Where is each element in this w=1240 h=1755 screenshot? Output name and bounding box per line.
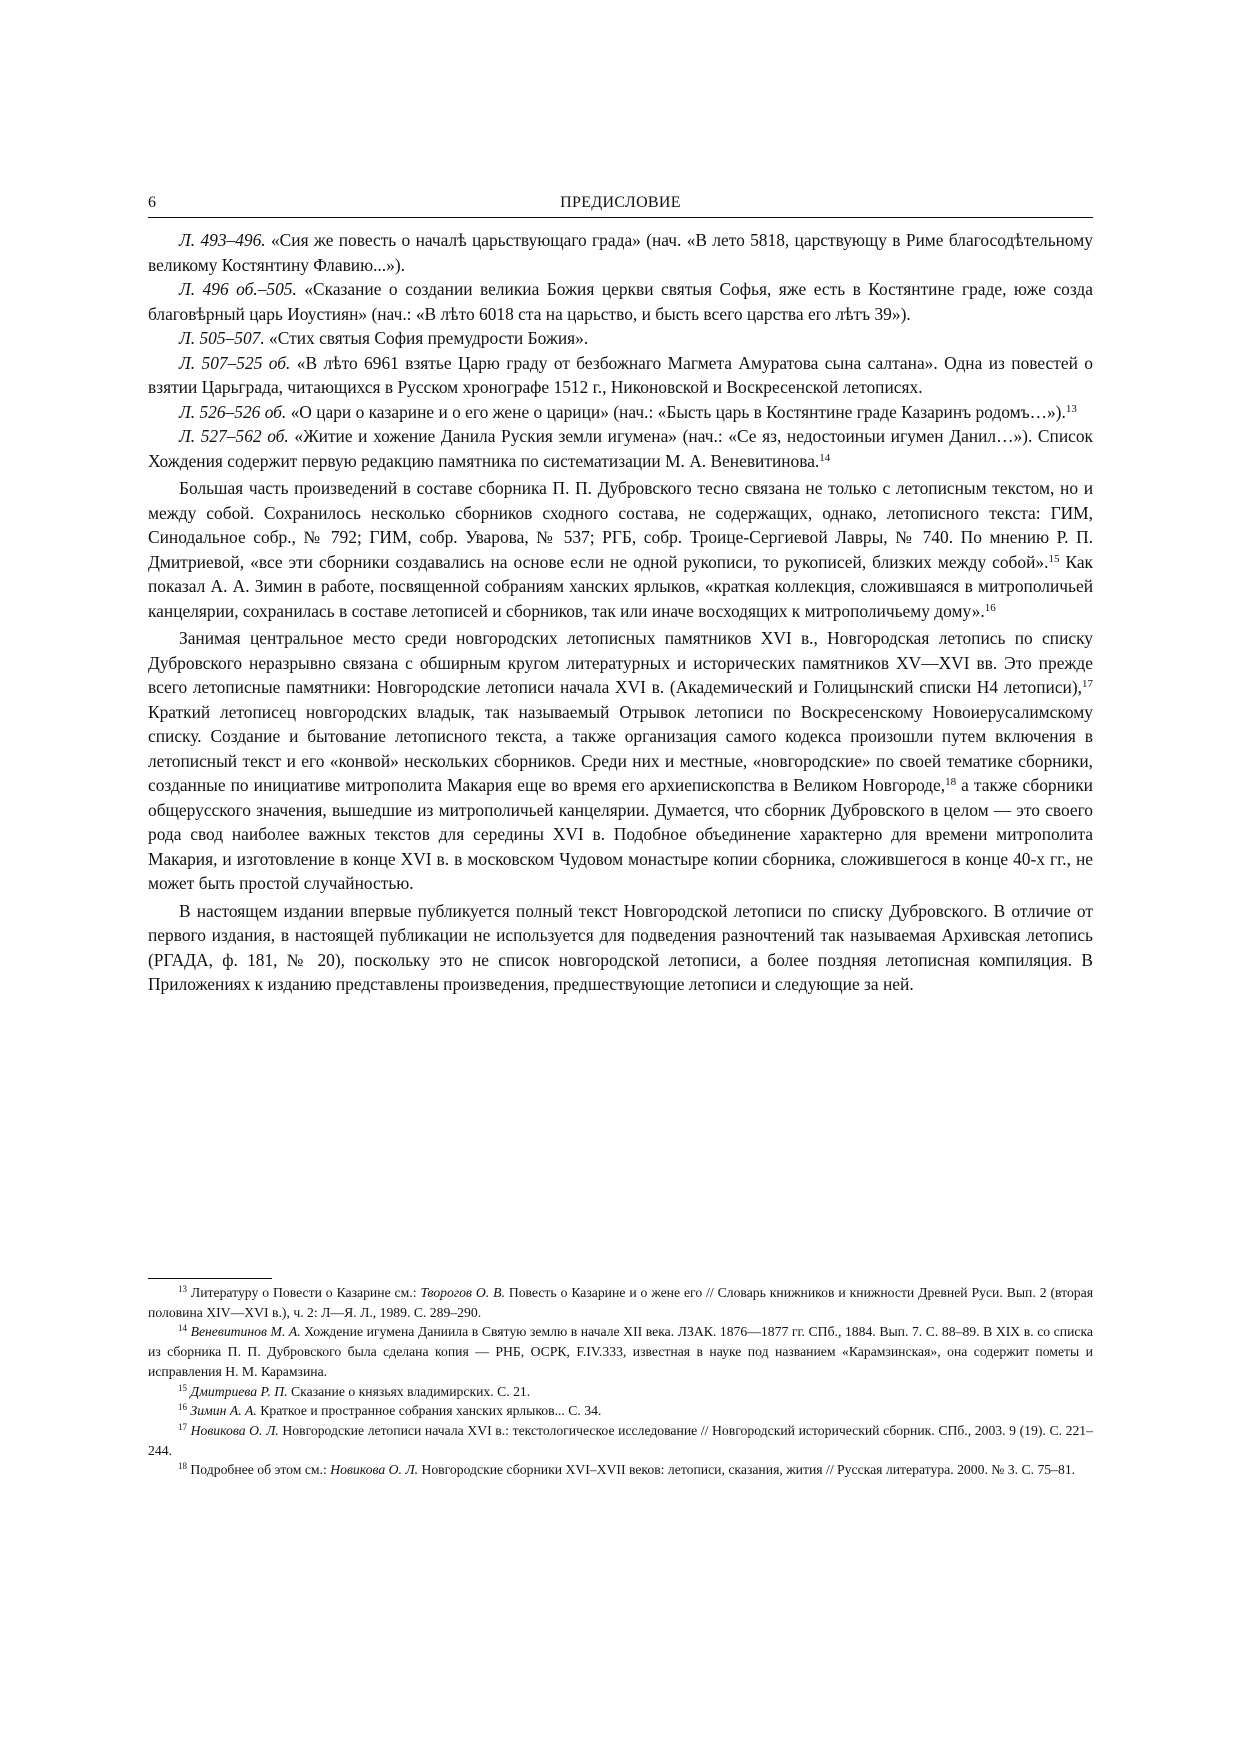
footnote	[148, 1382, 1093, 1402]
footnote-number: 14	[178, 1323, 187, 1334]
footnote-number: 13	[178, 1284, 187, 1294]
paragraph-text: Как показал А. А. Зимин в работе, посвященной собраниям ханских ярлыков, «краткая коллекция, сложившаяся в митрополичьей канцелярии, сохранилась в составе летописей и сборников, так или иначе восходящих к митрополичьему дому».	[148, 551, 1093, 621]
footnote-marker[interactable]: 15	[1048, 552, 1060, 565]
entry-text: «Сия же повесть о началѣ царьствующаго града» (нач. «В лето 5818, царствующу в Риме благосодѣтельному великому Костянтину Флавию...»).	[148, 230, 1093, 275]
footnote-marker[interactable]: 13	[1065, 402, 1077, 415]
footnote-text: Хождение игумена Даниила в Святую землю в начале XII века. ЛЗАК. 1876—1877 гг. СПб., 1884. Вып. 7. С. 88–89. В XIX в. со списка из сборника П. П. Дубровского была сделана копия — РНБ, ОСРК, F.IV.333, известная в науке под названием «Карамзинская», она содержит пометы и исправления Н. М. Карамзина.	[148, 1324, 1094, 1379]
footnote-text: Повесть о Казарине и о жене его // Словарь книжников и книжности Древней Руси. Вып. 2 (вторая половина XIV—XVI в.), ч. 2: Л—Я. Л., 1989. С. 289–290.	[148, 1285, 1094, 1320]
main-text	[148, 228, 1093, 997]
folio-ref: Л. 526–526 об.	[179, 401, 287, 422]
footnote-marker[interactable]: 18	[945, 776, 957, 788]
footnote-marker[interactable]: 17	[1082, 678, 1093, 690]
paragraph-text: Краткий летописец новгородских владык, так называемый Отрывок летописи по Воскресенскому Новоиерусалимскому списку. Создание и бытование летописного текста, а также организация самого кодекса произошли путем включения в летописный текст и его «конвой» нескольких сборников. Среди них и местные, «новгородские» по своей тематике сборники, созданные по инициативе митрополита Макария еще во время его архиепископства в Великом Новгороде,	[148, 701, 1093, 795]
footnote-author: Новикова О. Л.	[330, 1462, 419, 1478]
footnote-text: Новгородские летописи начала XVI в.: текстологическое исследование // Новгородский исторический сборник. СПб., 2003. 9 (19). С. 221–244.	[148, 1422, 1093, 1458]
entry-3	[148, 326, 1093, 351]
folio-ref: Л. 496 об.–505.	[179, 279, 297, 299]
entry-text: «Житие и хожение Данила Руския земли игумена» (нач.: «Се яз, недостоиныи игумен Данил…»). Список Хождения содержит первую редакцию памятника по систематизации М. А. Веневитинова.	[148, 426, 1093, 471]
footnote-number: 17	[178, 1421, 187, 1432]
entry-5	[148, 400, 1093, 425]
footnote-author: Веневитинов М. А.	[190, 1324, 301, 1340]
entry-text: «Стих святыя София премудрости Божия».	[264, 328, 589, 348]
footnote-number: 18	[178, 1461, 187, 1472]
running-head	[148, 193, 1093, 218]
running-title: ПРЕДИСЛОВИЕ	[560, 194, 681, 211]
footnote-number: 16	[178, 1402, 187, 1413]
paragraph-text: а также сборники общерусского значения, вышедшие из митрополичьей канцелярии. Думается, что сборник Дубровского в целом — это своего рода свод наиболее важных текстов для середины XVI в. Подобное объединение характерно для времени митрополита Макария, и изготовление в конце XVI в. в московском Чудовом монастыре копии сборника, сложившегося в конце 40-х гг., не может быть простой случайностью.	[148, 775, 1093, 893]
paragraph-3: В настоящем издании впервые публикуется полный текст Новгородской летописи по списку Дубровского. В отличие от первого издания, в настоящей публикации не используется для подведения разночтений так называемая Архивская летопись (РГАДА, ф. 181, № 20), поскольку это не список новгородской летописи, а более поздняя летописная компиляция. В Приложениях к изданию представлены произведения, предшествующие летописи и следующие за ней.	[148, 900, 1093, 994]
paragraph-text: Большая часть произведений в составе сборника П. П. Дубровского тесно связана не только с летописным текстом, но и между собой. Сохранилось несколько сборников сходного состава, не содержащих, однако, летописного текста: ГИМ, Синодальное собр., № 792; ГИМ, собр. Уварова, № 537; РГБ, собр. Троице-Сергиевой Лавры, № 740. По мнению Р. П. Дмитриевой, «все эти сборники создавались на основе если не одной рукописи, то рукописей, близких между собой».	[148, 478, 1093, 572]
footnote	[148, 1401, 1093, 1421]
footnote-number: 15	[178, 1382, 187, 1393]
footnote-author: Новикова О. Л.	[190, 1422, 279, 1438]
footnote-separator	[148, 1278, 272, 1279]
footnote	[148, 1322, 1093, 1381]
paragraph-text: Занимая центральное место среди новгородских летописных памятников XVI в., Новгородская летопись по списку Дубровского неразрывно связана с обширным кругом литературных и исторических памятников XV—XVI вв. Это прежде всего летописные памятники: Новгородские летописи начала XVI в. (Академический и Голицынский списки Н4 летописи),	[148, 628, 1093, 697]
footnote-author: Зимин А. А.	[190, 1403, 257, 1419]
page-number: 6	[148, 194, 156, 211]
footnotes	[148, 1283, 1093, 1480]
footnote-text: Литературу о Повести о Казарине см.:	[190, 1285, 421, 1300]
footnote-marker[interactable]: 16	[984, 601, 996, 614]
paragraph-2	[148, 626, 1093, 896]
folio-ref: Л. 527–562 об.	[179, 426, 289, 446]
entry-text: «В лѣто 6961 взятье Царю граду от безбожнаго Магмета Амуратова сына салтана». Одна из повестей о взятии Царьграда, читающихся в Русском хронографе 1512 г., Никоновской и Воскресенской летописях.	[148, 352, 1093, 397]
entry-text: «О цари о казарине и о его жене о царици» (нач.: «Бысть царь в Костянтине граде Казаринъ родомъ…»).	[286, 401, 1066, 422]
footnote	[148, 1283, 1093, 1322]
footnote	[148, 1460, 1093, 1480]
entry-6	[148, 424, 1093, 473]
entry-2	[148, 277, 1093, 326]
footnote-marker[interactable]: 14	[819, 451, 831, 464]
footnote-text: Новгородские сборники XVI–XVII веков: летописи, сказания, жития // Русская литература. 2000. № 3. С. 75–81.	[418, 1462, 1076, 1478]
footnote-author: Творогов О. В.	[420, 1285, 505, 1300]
footnote	[148, 1421, 1093, 1460]
footnote-text: Подробнее об этом см.:	[190, 1462, 331, 1478]
entry-text: «Сказание о создании великиа Божия церкви святыя Софья, яже есть в Костянтине граде, юже созда благовѣрный царь Иоустиян» (нач.: «В лѣто 6018 ста на царьство, и бысть всего царства его лѣтъ 39»).	[148, 279, 1093, 324]
footnote-text: Сказание о князьях владимирских. С. 21.	[287, 1383, 531, 1399]
page	[148, 193, 1093, 997]
entry-4	[148, 351, 1093, 400]
footnote-text: Краткое и пространное собрания ханских ярлыков... С. 34.	[256, 1403, 602, 1419]
folio-ref: Л. 505–507.	[179, 328, 265, 348]
footnote-author: Дмитриева Р. П.	[190, 1383, 288, 1399]
folio-ref: Л. 493–496.	[179, 230, 266, 250]
paragraph-1	[148, 476, 1093, 623]
folio-ref: Л. 507–525 об.	[179, 352, 291, 373]
entry-1	[148, 228, 1093, 277]
